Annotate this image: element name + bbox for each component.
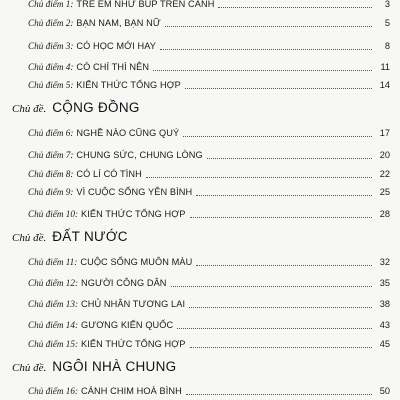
section-label: Chủ đề. [12,232,47,244]
dot-leader [165,25,372,27]
toc-entry-title: KIẾN THỨC TỔNG HỢP [81,339,186,349]
dot-leader [218,6,372,8]
toc-entry-number: Chủ điểm 16: [28,386,79,396]
toc-entry-number: Chủ điểm 14: [28,320,79,330]
toc-entry-title: CÓ LÍ CÓ TÌNH [76,169,142,179]
dot-leader [189,306,372,308]
toc-entry[interactable] [28,251,390,268]
toc-entry[interactable] [28,203,390,220]
dot-leader [160,48,372,50]
section-title: CỘNG ĐỒNG [52,100,140,115]
toc-entry-number: Chủ điểm 6: [28,128,74,138]
toc-entry[interactable] [28,35,390,52]
dot-leader [190,346,373,348]
toc-entry-title: NGƯỜI CÔNG DÂN [81,278,167,288]
toc-entry-title: CÁNH CHIM HOÀ BÌNH [81,386,182,396]
section-heading [12,226,128,244]
toc-entry-title: VÌ CUỘC SỐNG YÊN BÌNH [76,187,193,197]
toc-entry-page: 17 [379,128,390,138]
toc-entry-page: 11 [380,62,390,72]
toc-entry-title: NGHỀ NÀO CŨNG QUÝ [76,128,180,138]
toc-entry-page: 32 [379,257,390,267]
section-title: ĐẤT NƯỚC [52,229,128,244]
toc-entry-number: Chủ điểm 15: [28,339,79,349]
toc-entry-page: 25 [379,187,390,197]
dot-leader [183,135,372,137]
toc-entry[interactable] [28,333,390,350]
toc-entry[interactable] [28,380,390,397]
toc-entry-number: Chủ điểm 10: [28,209,79,219]
toc-entry-title: CÓ HỌC MỚI HAY [76,41,156,51]
toc-entry-page: 14 [379,80,390,90]
toc-entry-number: Chủ điểm 1: [28,0,74,9]
dot-leader [171,285,372,287]
toc-entry-page: 28 [379,209,390,219]
dot-leader [177,327,372,329]
toc-entry-title: CHỦ NHÂN TƯƠNG LAI [81,299,186,309]
toc-entry-number: Chủ điểm 8: [28,169,74,179]
toc-entry-page: 35 [379,278,390,288]
toc-entry-page: 45 [379,339,390,349]
dot-leader [153,69,372,71]
section-label: Chủ đề. [12,103,47,115]
toc-entry[interactable] [28,0,390,10]
toc-entry-title: CÓ CHÍ THÌ NÊN [76,62,150,72]
toc-entry-page: 20 [379,150,390,160]
toc-entry[interactable] [28,12,390,29]
section-title: NGÔI NHÀ CHUNG [52,359,177,374]
toc-entry[interactable] [28,272,390,289]
dot-leader [207,157,372,159]
toc-entry-title: CUỘC SỐNG MUÔN MÀU [80,257,193,267]
toc-entry-page: 8 [384,41,390,51]
toc-entry-number: Chủ điểm 4: [28,62,74,72]
toc-entry[interactable] [28,181,390,198]
toc-entry-page: 22 [379,169,390,179]
section-heading [12,97,140,115]
dot-leader [146,176,372,178]
toc-entry-title: KIẾN THỨC TỔNG HỢP [81,209,186,219]
toc-entry[interactable] [28,144,390,161]
dot-leader [196,264,372,266]
toc-entry-number: Chủ điểm 11: [28,257,78,267]
toc-entry-number: Chủ điểm 12: [28,278,79,288]
toc-entry-number: Chủ điểm 2: [28,18,74,28]
toc-entry-page: 5 [384,18,390,28]
dot-leader [190,216,373,218]
toc-entry-title: BẠN NAM, BẠN NỮ [76,18,161,28]
toc-entry-title: KIẾN THỨC TỔNG HỢP [76,80,181,90]
toc-entry[interactable] [28,293,390,310]
toc-entry[interactable] [28,74,390,91]
dot-leader [185,87,372,89]
toc-entry-title: CHUNG SỨC, CHUNG LÒNG [76,150,203,160]
dot-leader [196,194,372,196]
toc-entry-number: Chủ điểm 5: [28,80,74,90]
section-heading [12,356,176,374]
toc-entry-page: 38 [379,299,390,309]
toc-entry-page: 3 [384,0,390,9]
toc-entry-number: Chủ điểm 3: [28,41,74,51]
toc-entry[interactable] [28,163,390,180]
toc-entry-number: Chủ điểm 13: [28,299,79,309]
section-label: Chủ đề. [12,362,47,374]
dot-leader [186,393,372,395]
toc-entry-page: 50 [379,386,390,396]
toc-entry-number: Chủ điểm 9: [28,187,74,197]
toc-entry-number: Chủ điểm 7: [28,150,74,160]
toc-entry[interactable] [28,122,390,139]
toc-entry-page: 43 [379,320,390,330]
toc-entry-title: GƯƠNG KIẾN QUỐC [81,320,174,330]
toc-entry[interactable] [28,314,390,331]
toc-entry-title: TRẺ EM NHƯ BÚP TRÊN CÀNH [76,0,215,9]
toc-entry[interactable] [28,56,390,73]
